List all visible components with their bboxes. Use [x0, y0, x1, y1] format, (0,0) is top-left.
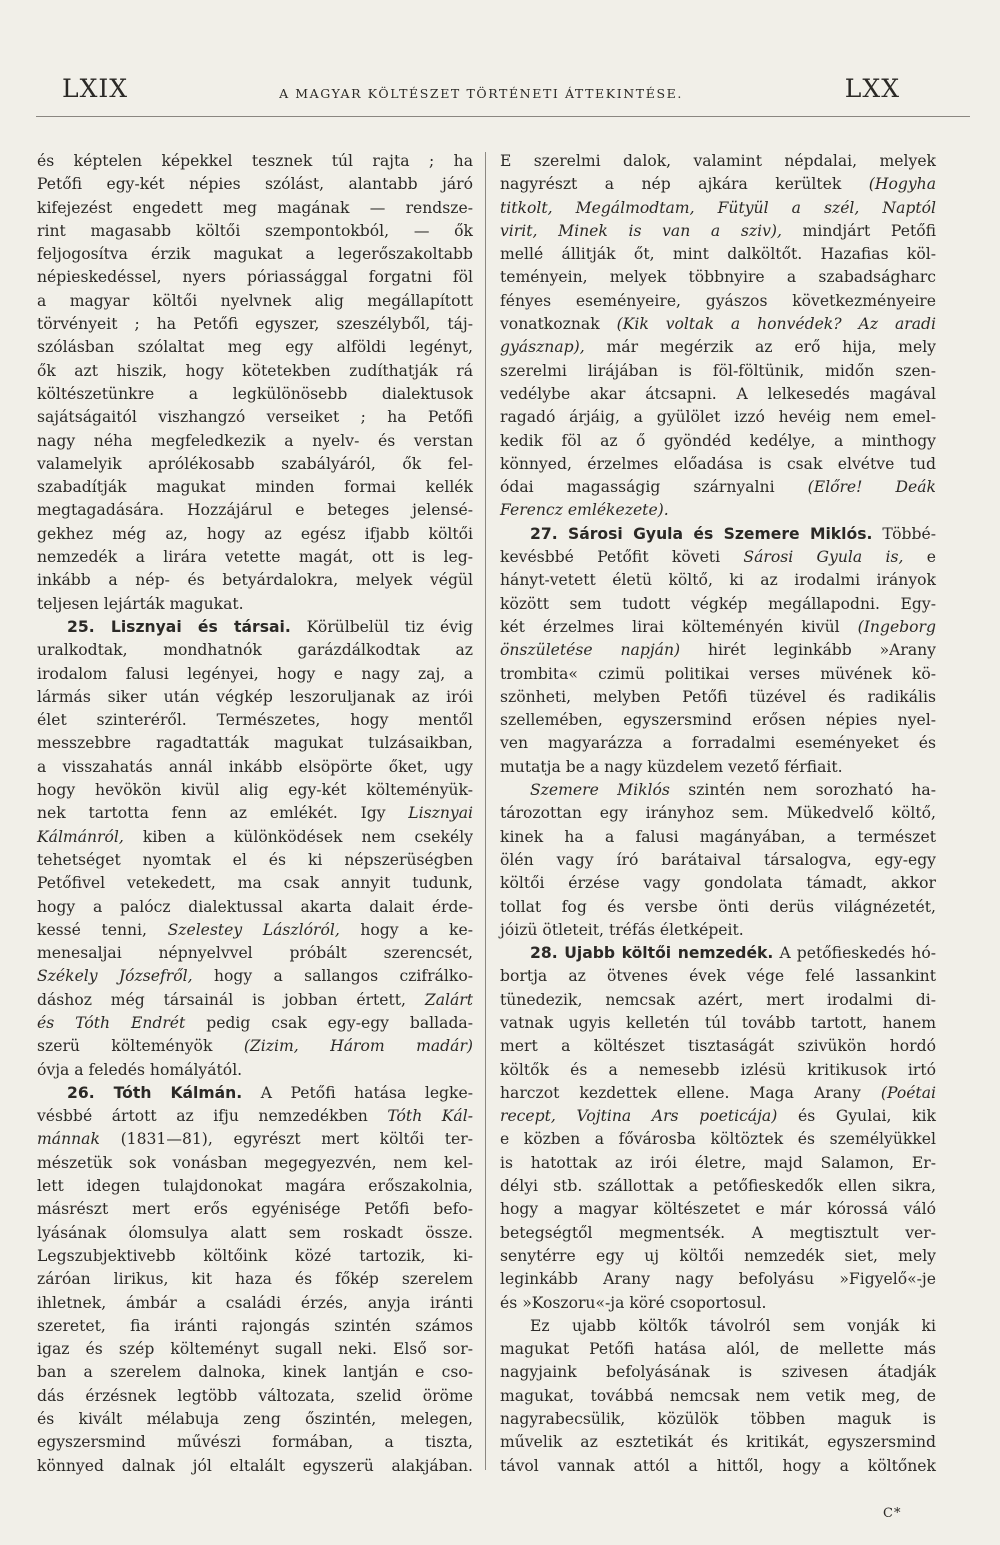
section-heading-28: 28. Ujabb költői nemzedék.	[530, 944, 774, 963]
text-line: E szerelmi dalok, valamint népdalai, melyek	[500, 152, 936, 170]
text-line: nagyjaink befolyásának is szivesen átadják	[500, 1363, 936, 1382]
text-line	[37, 989, 473, 1012]
text-line: ők azt hiszik, hogy kötetekben zudíthatják rá	[37, 361, 473, 380]
section-heading-26: 26. Tóth Kálmán.	[67, 1083, 243, 1102]
text-line: délyi stb. szállottak a petőfieskedők ellen sikra,	[500, 1177, 936, 1196]
text-line: könnyed, érzelmes előadása is csak elvétve tud	[500, 454, 936, 473]
text-span: vésbbé ártott az ifju nemzedékben	[37, 1107, 368, 1126]
work-title: gyásznap),	[500, 338, 585, 357]
text-line: mészetük sok vonásban megegyezvén, nem kel-	[37, 1153, 473, 1172]
text-line: irodalom falusi legényei, hogy e nagy zaj, a	[37, 664, 473, 683]
text-line: rint magasabb költői szempontokból, — ők	[37, 221, 473, 240]
text-line	[37, 616, 473, 639]
author-name: Lisznyai	[408, 804, 473, 823]
text-line: élet szinteréről. Természetes, hogy mentől	[37, 711, 473, 730]
text-line: lett idegen tulajdonokat magára erőszakolnia,	[37, 1177, 473, 1196]
text-line: trombita« czimü politikai verses müvének kö-	[500, 664, 936, 683]
text-line	[500, 499, 936, 522]
text-line: Legszubjektivebb költőink közé tartozik, ki-	[37, 1246, 473, 1265]
section-heading-27: 27. Sárosi Gyula és Szemere Miklós.	[530, 524, 873, 543]
text-line: nemzedék a lirára vetette magát, ott is leg-	[37, 548, 473, 567]
text-span: A petőfieskedés hó-	[779, 944, 936, 963]
text-line: mutatja be a nagy küzdelem vezető férfiait.	[500, 757, 843, 776]
text-span: pedig csak egy-egy ballada-	[206, 1013, 473, 1032]
text-line: ihletnek, ámbár a családi érzés, anyja iránti	[37, 1293, 473, 1312]
text-line	[37, 1012, 473, 1035]
author-name: Székely Józsefről,	[37, 967, 193, 986]
text-span: A Petőfi hatása legke-	[260, 1083, 473, 1102]
text-span: vonatkoznak	[500, 315, 600, 334]
text-line: dás érzésnek legtöbb változata, szelid öröme	[37, 1386, 473, 1405]
text-line	[500, 523, 936, 546]
text-span: kessé tenni,	[37, 920, 147, 939]
text-line: népieskedéssel, nyers póriassággal forgatni föl	[37, 268, 473, 287]
text-span: (1831—81), egyrészt mert költői ter-	[120, 1130, 473, 1149]
section-28	[500, 942, 936, 1478]
section-heading-25: 25. Lisznyai és társai.	[67, 617, 291, 636]
text-line	[500, 197, 936, 220]
section-27	[500, 523, 936, 942]
text-span: harczot kezdettek ellene. Maga Arany	[500, 1083, 861, 1102]
work-title: (Ingeborg	[857, 617, 936, 636]
text-line	[500, 313, 936, 336]
text-span: kiben a különködések nem csekély	[142, 827, 473, 846]
work-title: Ferencz emlékezete).	[500, 501, 669, 520]
text-line: szabadítják magukat minden formai kellék	[37, 478, 473, 497]
author-name: Szelestey Lászlóról,	[167, 920, 340, 939]
text-line: ragadó árjáig, a gyülölet izzó hevéig nem emel-	[500, 408, 936, 427]
author-name: Tóth Kál-	[387, 1107, 473, 1126]
text-span: szerü költeményök	[37, 1037, 213, 1056]
text-line	[37, 965, 473, 988]
text-line: egyszersmind művészi formában, a tiszta,	[37, 1433, 473, 1452]
text-line: hogy a magyar költészetet e már kórossá váló	[500, 1200, 936, 1219]
text-line: messzebbre ragadtatták magukat tulzásaikban,	[37, 734, 473, 753]
text-line	[37, 1105, 473, 1128]
author-name: Szemere Miklós	[530, 781, 670, 800]
text-line: tollat fog és versbe önti derüs világnézetét,	[500, 897, 936, 916]
text-line: teljesen lejárták magukat.	[37, 594, 244, 613]
text-line: Petőfivel vetekedett, ma csak annyit tudunk,	[37, 874, 473, 893]
text-line: betegségtől megmentsék. A megtisztult ver-	[500, 1223, 936, 1242]
text-line	[500, 220, 936, 243]
text-span: hogy a ke-	[360, 920, 473, 939]
author-name: Sárosi Gyula is,	[743, 548, 904, 567]
text-line	[37, 802, 473, 825]
text-span: hirét leginkább »Arany	[707, 641, 936, 660]
text-line	[500, 336, 936, 359]
text-line: szerelmi lirájában is föl-föltünik, midőn szen-	[500, 361, 936, 380]
running-title: A MAGYAR KÖLTÉSZET TÖRTÉNETI ÁTTEKINTÉSE.	[279, 86, 683, 101]
text-line: valamelyik aprólékosabb szabályáról, ők fel-	[37, 454, 473, 473]
text-line: hogy hevökön kivül alig egy-két költeményük-	[37, 781, 473, 800]
text-line: költők és a nemesebb izlésü kritikusok irtó	[500, 1060, 936, 1079]
text-line: tehetséget nyomtak el és ki népszerüségben	[37, 850, 473, 869]
text-line: és kivált mélabuja zeng őszintén, melegen,	[37, 1410, 473, 1429]
text-line: senytérre egy uj költői nemzedék siet, mely	[500, 1246, 936, 1265]
text-line: jóizü ötleteit, tréfás életképeit.	[500, 920, 744, 939]
section-25	[37, 616, 473, 1082]
text-line: magukat, továbbá nemcsak nem vetik meg, de	[500, 1386, 936, 1405]
text-line: ban a szerelem dalnoka, kinek lantján e cso-	[37, 1363, 473, 1382]
text-line: lyásának ólomsulya alatt sem roskadt össze.	[37, 1223, 473, 1242]
author-name: Zalárt	[424, 990, 473, 1009]
text-line: megtagadására. Hozzájárul e beteges jelensé-	[37, 501, 473, 520]
text-line: leginkább Arany nagy befolyásu »Figyelő«-je	[500, 1270, 936, 1289]
text-line: menesaljai népnyelvvel próbált szerencsét,	[37, 944, 473, 963]
text-line	[500, 173, 936, 196]
work-title: önszületése napján)	[500, 641, 681, 660]
work-title: recept, Vojtina Ars poeticája)	[500, 1107, 778, 1126]
work-title: (Előre! Deák	[807, 478, 936, 497]
text-line: hányt-vetett életü költő, ki az irodalmi irányok	[500, 571, 936, 590]
text-line: fényes eseményeire, gyászos következményeire	[500, 291, 936, 310]
signature-mark: C*	[883, 1506, 902, 1521]
text-line	[500, 546, 936, 569]
text-span: Körülbelül tiz évig	[306, 617, 473, 636]
text-line: a visszahatás annál inkább elsöpörte őket, ugy	[37, 757, 473, 776]
text-line: szellemében, egyszersmind erősen népies nyel-	[500, 711, 936, 730]
text-line: művelik az esztetikát és kritikát, egyszersmind	[500, 1433, 936, 1452]
paragraph-intro	[37, 150, 473, 616]
text-line: között sem tudott végkép megállapodni. Egy-	[500, 594, 936, 613]
right-column	[500, 150, 936, 1478]
text-line: mert a költészet tisztaságát szivükön hordó	[500, 1037, 936, 1056]
text-line: mellé állitják őt, mint dalköltőt. Hazafias köl-	[500, 245, 936, 264]
text-line: tünedezik, nemcsak azért, mert irodalmi di-	[500, 990, 936, 1009]
text-line: ven magyarázza a forradalmi eseményeket és	[500, 734, 936, 753]
text-span: e	[926, 548, 937, 567]
header-rule	[36, 116, 970, 117]
text-line: másrészt mert erős egyénisége Petőfi befo-	[37, 1200, 473, 1219]
text-line: tározottan egy irányhoz sem. Mükedvelő költő,	[500, 804, 936, 823]
text-line: szeretet, fia iránti rajongás szintén számos	[37, 1316, 473, 1335]
text-line: és »Koszoru«-ja köré csoportosul.	[500, 1293, 767, 1312]
text-line: kifejezést engedett meg magának — rendsze-	[37, 198, 473, 217]
text-line: kinek ha a falusi magányában, a természet	[500, 827, 936, 846]
text-span: mindjárt Petőfi	[802, 221, 936, 240]
text-span: már megérzik az erő hija, mely	[606, 338, 936, 357]
text-span: ódai magasságig szárnyalni	[500, 478, 775, 497]
author-name: és Tóth Endrét	[37, 1013, 186, 1032]
column-divider	[485, 152, 486, 1470]
text-line: költői érzése vagy gondolata támadt, akkor	[500, 874, 936, 893]
text-line	[500, 639, 936, 662]
page-number-right: LXX	[844, 74, 900, 103]
work-title: (Kik voltak a honvédek? Az aradi	[616, 315, 936, 334]
text-span: nagyrészt a nép ajkára kerültek	[500, 175, 842, 194]
text-span: nek tartotta fenn az emlékét. Igy	[37, 804, 386, 823]
text-line: vedélybe akar átcsapni. A lelkesedés magával	[500, 384, 936, 403]
text-line: óvja a feledés homályától.	[37, 1060, 243, 1079]
text-line	[37, 919, 473, 942]
text-line: nagy néha megfeledkezik a nyelv- és verstan	[37, 431, 473, 450]
text-span: két érzelmes lirai költeményén kivül	[500, 617, 840, 636]
work-title: (Poétai	[880, 1083, 936, 1102]
text-line	[500, 942, 936, 965]
text-line: kedik föl az ő gyöndéd kedélye, a minthogy	[500, 431, 936, 450]
text-line: e közben a fővárosba költöztek és személyükkel	[500, 1130, 936, 1149]
text-line: szönheti, melyben Petőfi tüzével és radikális	[500, 687, 936, 706]
text-span: Többé-	[882, 524, 936, 543]
text-span: hogy a sallangos czifrálko-	[213, 967, 474, 986]
page-number-left: LXIX	[62, 74, 129, 103]
text-span: dáshoz még társainál is jobban értett,	[37, 990, 406, 1009]
text-line	[500, 1082, 936, 1105]
text-line: magukat Petőfi hatása alól, de mellette más	[500, 1340, 936, 1359]
work-title: (Zizim, Három madár)	[243, 1037, 473, 1056]
text-line: uralkodtak, mondhatnók garázdálkodtak az	[37, 641, 473, 660]
text-line: költészetünkre a legkülönösebb dialektusok	[37, 384, 473, 403]
text-line: feljogosítva érzik magukat a legerőszakoltabb	[37, 245, 473, 264]
text-line: vatnak ugyis kelletén túl tovább tartott, hanem	[500, 1013, 936, 1032]
text-line: nagyrabecsülik, közülök többen maguk is	[500, 1410, 936, 1429]
paragraph-songs	[500, 150, 936, 523]
work-title: titkolt, Megálmodtam, Fütyül a szél, Naptól	[500, 198, 936, 217]
text-line: teményein, melyek többnyire a szabadságharc	[500, 268, 936, 287]
text-line	[37, 826, 473, 849]
text-span: és Gyulai, kik	[798, 1107, 936, 1126]
text-line: könnyed dalnak jól eltalált egyszerü alakjában.	[37, 1456, 473, 1475]
running-header	[62, 74, 900, 114]
text-line	[37, 1128, 473, 1151]
text-line	[500, 616, 936, 639]
text-line: is hatottak az irói életre, majd Salamon, Er-	[500, 1153, 936, 1172]
text-line: hogy a palócz dialektussal akarta dalait érde-	[37, 897, 473, 916]
text-line: bortja az ötvenes évek vége felé lassankint	[500, 967, 936, 986]
text-span: szintén nem sorozható ha-	[688, 781, 936, 800]
section-26	[37, 1082, 473, 1478]
text-line: inkább a nép- és betyárdalokra, melyek végül	[37, 571, 473, 590]
text-line: törvényeit ; ha Petőfi egyszer, szeszélyből, táj-	[37, 315, 473, 334]
text-line	[37, 1035, 473, 1058]
text-span: kevésbbé Petőfit követi	[500, 548, 721, 567]
text-line: Ez ujabb költők távolról sem vonják ki	[530, 1316, 936, 1335]
work-title: (Hogyha	[868, 175, 936, 194]
text-line: záróan lirikus, kit haza és főkép szerelem	[37, 1270, 473, 1289]
author-name: mánnak	[37, 1130, 100, 1149]
text-line: ölén vagy író barátaival társalogva, egy-egy	[500, 850, 936, 869]
text-line: sajátságaitól viszhangzó verseiket ; ha Petőfi	[37, 408, 473, 427]
work-title: virit, Minek is van a sziv),	[500, 221, 782, 240]
left-column	[37, 150, 473, 1478]
text-line: a magyar költői nyelvnek alig megállapított	[37, 291, 473, 310]
text-line: és képtelen képekkel tesznek túl rajta ; ha	[37, 152, 473, 170]
text-line: távol vannak attól a hittől, hogy a költőnek	[500, 1456, 936, 1475]
text-line	[500, 779, 936, 802]
text-line	[500, 1105, 936, 1128]
text-line	[500, 476, 936, 499]
text-line: szólásban szólaltat meg egy alföldi legényt,	[37, 338, 473, 357]
text-line: igaz és szép költeményt sugall neki. Első sor-	[37, 1340, 473, 1359]
text-line: lármás siker után végkép leszoruljanak az irói	[37, 687, 473, 706]
text-line	[37, 1082, 473, 1105]
text-line: gekhez még az, hogy az egész ifjabb költői	[37, 524, 473, 543]
author-name: Kálmánról,	[37, 827, 124, 846]
text-line: Petőfi egy-két népies szólást, alantabb járó	[37, 175, 473, 194]
